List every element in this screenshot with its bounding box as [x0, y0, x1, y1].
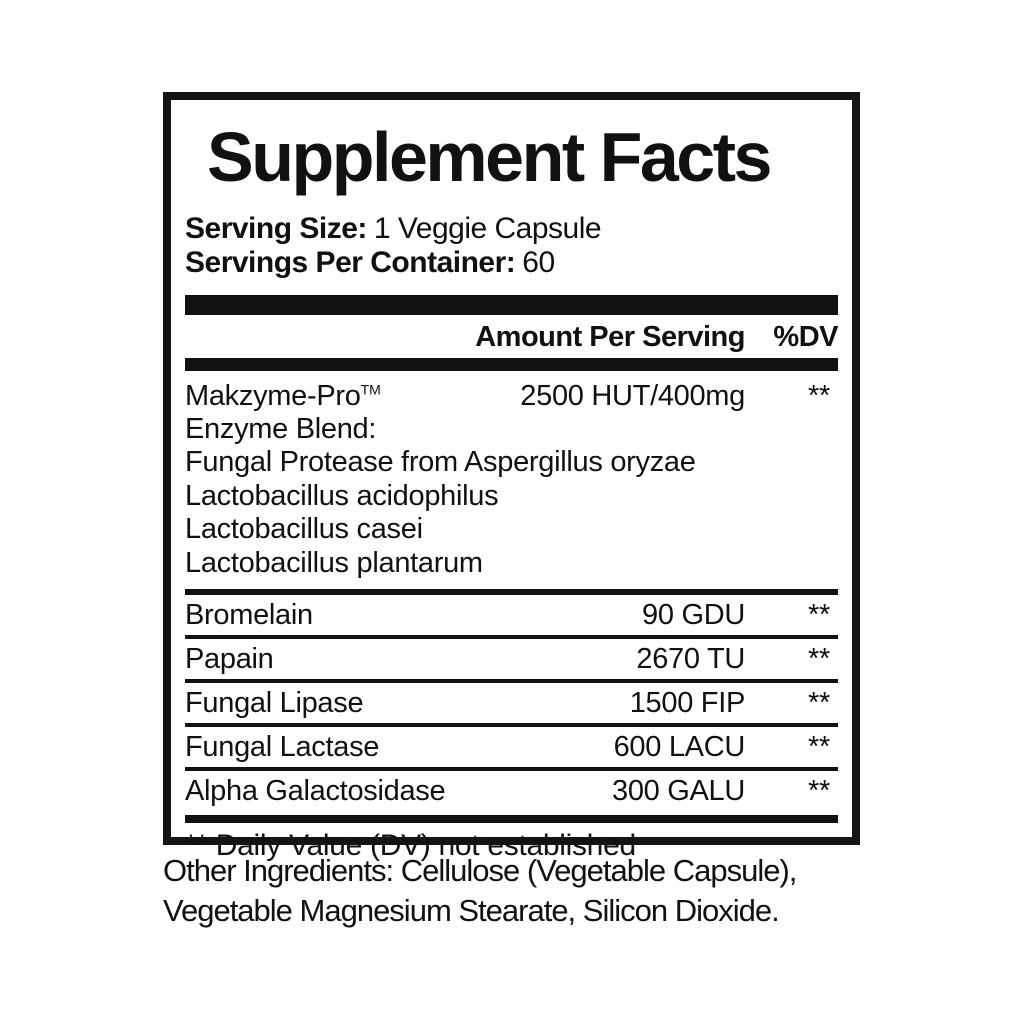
servings-per-container-value: 60 [522, 245, 555, 279]
amount-per-serving-header: Amount Per Serving [475, 320, 745, 353]
blend-line: Lactobacillus acidophilus [185, 479, 499, 512]
table-row [185, 727, 838, 771]
table-row [185, 683, 838, 727]
blend-line: Enzyme Blend: [185, 412, 377, 445]
table-row [185, 771, 838, 811]
dv-footnote: ** Daily Value (DV) not established [185, 829, 636, 863]
servings-per-container-label: Servings Per Container: [185, 245, 516, 279]
ingredient-dv: ** [808, 731, 830, 764]
serving-size-label: Serving Size: [185, 212, 367, 245]
ingredient-amount: 600 LACU [613, 731, 745, 764]
column-header-row [185, 315, 838, 358]
supplement-facts-panel [163, 92, 860, 863]
blend-line: Lactobacillus casei [185, 513, 423, 546]
blend-row [185, 371, 838, 413]
divider-heavy-bottom [185, 815, 838, 823]
ingredient-name: Papain [185, 643, 274, 676]
blend-amount: 2500 HUT/400mg [520, 379, 745, 412]
ingredient-name: Alpha Galactosidase [185, 775, 446, 808]
other-ingredients [163, 851, 923, 931]
blend-dv: ** [808, 379, 830, 412]
divider-heavy-under-header [185, 358, 838, 371]
divider-heavy-top [185, 295, 838, 315]
ingredient-amount: 2670 TU [636, 643, 745, 676]
table-row [185, 639, 838, 683]
ingredient-amount: 90 GDU [642, 599, 745, 632]
panel-title: Supplement Facts [207, 118, 770, 196]
ingredient-amount: 1500 FIP [629, 687, 745, 720]
ingredient-dv: ** [808, 775, 830, 808]
blend-line: Fungal Protease from Aspergillus oryzae [185, 446, 696, 479]
blend-ingredient-lines [185, 413, 838, 580]
ingredient-amount: 300 GALU [611, 775, 745, 808]
percent-dv-header: %DV [773, 320, 838, 353]
other-ingredients-line: Other Ingredients: Cellulose (Vegetable Capsule), [163, 853, 797, 888]
ingredient-name: Fungal Lipase [185, 687, 364, 720]
ingredient-dv: ** [808, 687, 830, 720]
ingredient-name: Fungal Lactase [185, 731, 380, 764]
serving-size-value: 1 Veggie Capsule [373, 212, 602, 245]
ingredient-dv: ** [808, 643, 830, 676]
blend-name: Makzyme-Pro™ [185, 379, 381, 412]
trademark-symbol: TM [360, 381, 381, 398]
serving-size-line [185, 212, 838, 246]
table-row [185, 595, 838, 639]
ingredient-dv: ** [808, 599, 830, 632]
blend-line: Lactobacillus plantarum [185, 546, 483, 579]
servings-per-container-line [185, 246, 838, 280]
other-ingredients-line: Vegetable Magnesium Stearate, Silicon Dioxide. [163, 892, 779, 928]
ingredient-name: Bromelain [185, 599, 313, 632]
